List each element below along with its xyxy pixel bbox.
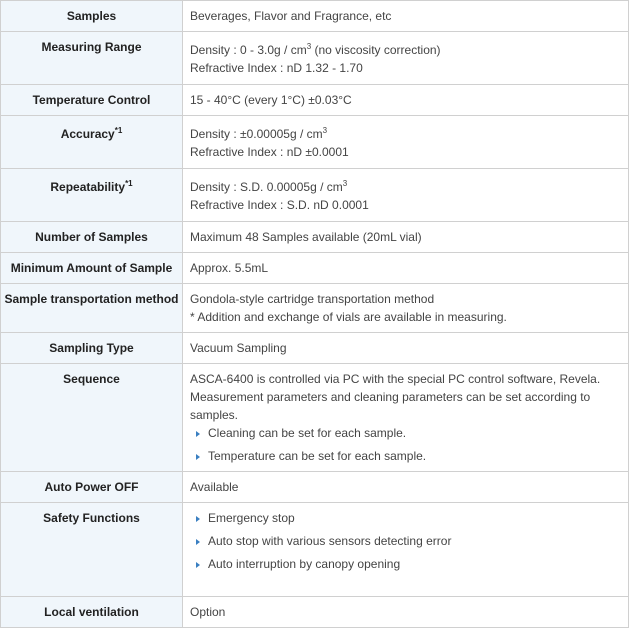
bullet-arrow-icon — [196, 454, 200, 460]
label-number-of-samples: Number of Samples — [1, 222, 183, 253]
row-safety-functions — [1, 503, 629, 597]
bullet-arrow-icon — [196, 539, 200, 545]
row-repeatability — [1, 169, 629, 222]
label-minimum-amount: Minimum Amount of Sample — [1, 253, 183, 284]
value-auto-power-off: Available — [183, 472, 629, 503]
label-accuracy: Accuracy$^{*1}$ — [1, 116, 183, 169]
value-sequence — [183, 364, 629, 472]
label-local-ventilation: Local ventilation — [1, 597, 183, 628]
repeatability-density: Density : S.D. $0.00005g / cm^3$ — [190, 179, 348, 194]
row-measuring-range — [1, 32, 629, 85]
sequence-bullet-list — [190, 424, 622, 465]
label-safety-functions: Safety Functions — [1, 503, 183, 597]
value-measuring-range — [183, 32, 629, 85]
value-sampling-type: Vacuum Sampling — [183, 333, 629, 364]
row-transportation — [1, 284, 629, 333]
value-number-of-samples: Maximum 48 Samples available (20mL vial) — [183, 222, 629, 253]
measuring-range-density: Density : $0 - 3.0g / cm^3$ (no viscosity correction) — [190, 42, 441, 57]
value-transportation — [183, 284, 629, 333]
label-sampling-type: Sampling Type — [1, 333, 183, 364]
label-samples: Samples — [1, 1, 183, 32]
value-temperature-control: 15 - 40°C (every 1°C) ±0.03°C — [183, 85, 629, 116]
accuracy-refractive: Refractive Index : nD ±0.0001 — [190, 145, 349, 159]
bullet-arrow-icon — [196, 431, 200, 437]
value-repeatability — [183, 169, 629, 222]
repeatability-refractive: Refractive Index : S.D. nD 0.0001 — [190, 198, 369, 212]
row-minimum-amount — [1, 253, 629, 284]
value-samples: Beverages, Flavor and Fragrance, etc — [183, 1, 629, 32]
row-samples — [1, 1, 629, 32]
row-temperature-control — [1, 85, 629, 116]
value-accuracy — [183, 116, 629, 169]
list-item: Auto stop with various sensors detecting error — [190, 532, 622, 550]
transportation-line-1: Gondola-style cartridge transportation method — [190, 292, 435, 306]
value-safety-functions — [183, 503, 629, 597]
list-item: Cleaning can be set for each sample. — [190, 424, 622, 442]
value-minimum-amount: Approx. 5.5mL — [183, 253, 629, 284]
list-item: Auto interruption by canopy opening — [190, 555, 622, 573]
row-sampling-type — [1, 333, 629, 364]
safety-bullet-list — [190, 509, 622, 573]
list-item: Emergency stop — [190, 509, 622, 527]
label-temperature-control: Temperature Control — [1, 85, 183, 116]
label-auto-power-off: Auto Power OFF — [1, 472, 183, 503]
row-sequence — [1, 364, 629, 472]
label-sequence: Sequence — [1, 364, 183, 472]
label-repeatability: Repeatability$^{*1}$ — [1, 169, 183, 222]
row-auto-power-off — [1, 472, 629, 503]
list-item: Temperature can be set for each sample. — [190, 447, 622, 465]
measuring-range-refractive: Refractive Index : nD 1.32 - 1.70 — [190, 61, 363, 75]
row-number-of-samples — [1, 222, 629, 253]
sequence-line-1: ASCA-6400 is controlled via PC with the special PC control software, Revela. — [190, 372, 601, 386]
transportation-line-2: * Addition and exchange of vials are available in measuring. — [190, 310, 507, 324]
value-local-ventilation: Option — [183, 597, 629, 628]
row-accuracy — [1, 116, 629, 169]
label-measuring-range: Measuring Range — [1, 32, 183, 85]
label-transportation: Sample transportation method — [1, 284, 183, 333]
accuracy-density: Density : $\pm 0.00005g / cm^3$ — [190, 126, 328, 141]
row-local-ventilation — [1, 597, 629, 628]
bullet-arrow-icon — [196, 516, 200, 522]
sequence-line-2: Measurement parameters and cleaning parameters can be set according to samples. — [190, 390, 591, 422]
bullet-arrow-icon — [196, 562, 200, 568]
